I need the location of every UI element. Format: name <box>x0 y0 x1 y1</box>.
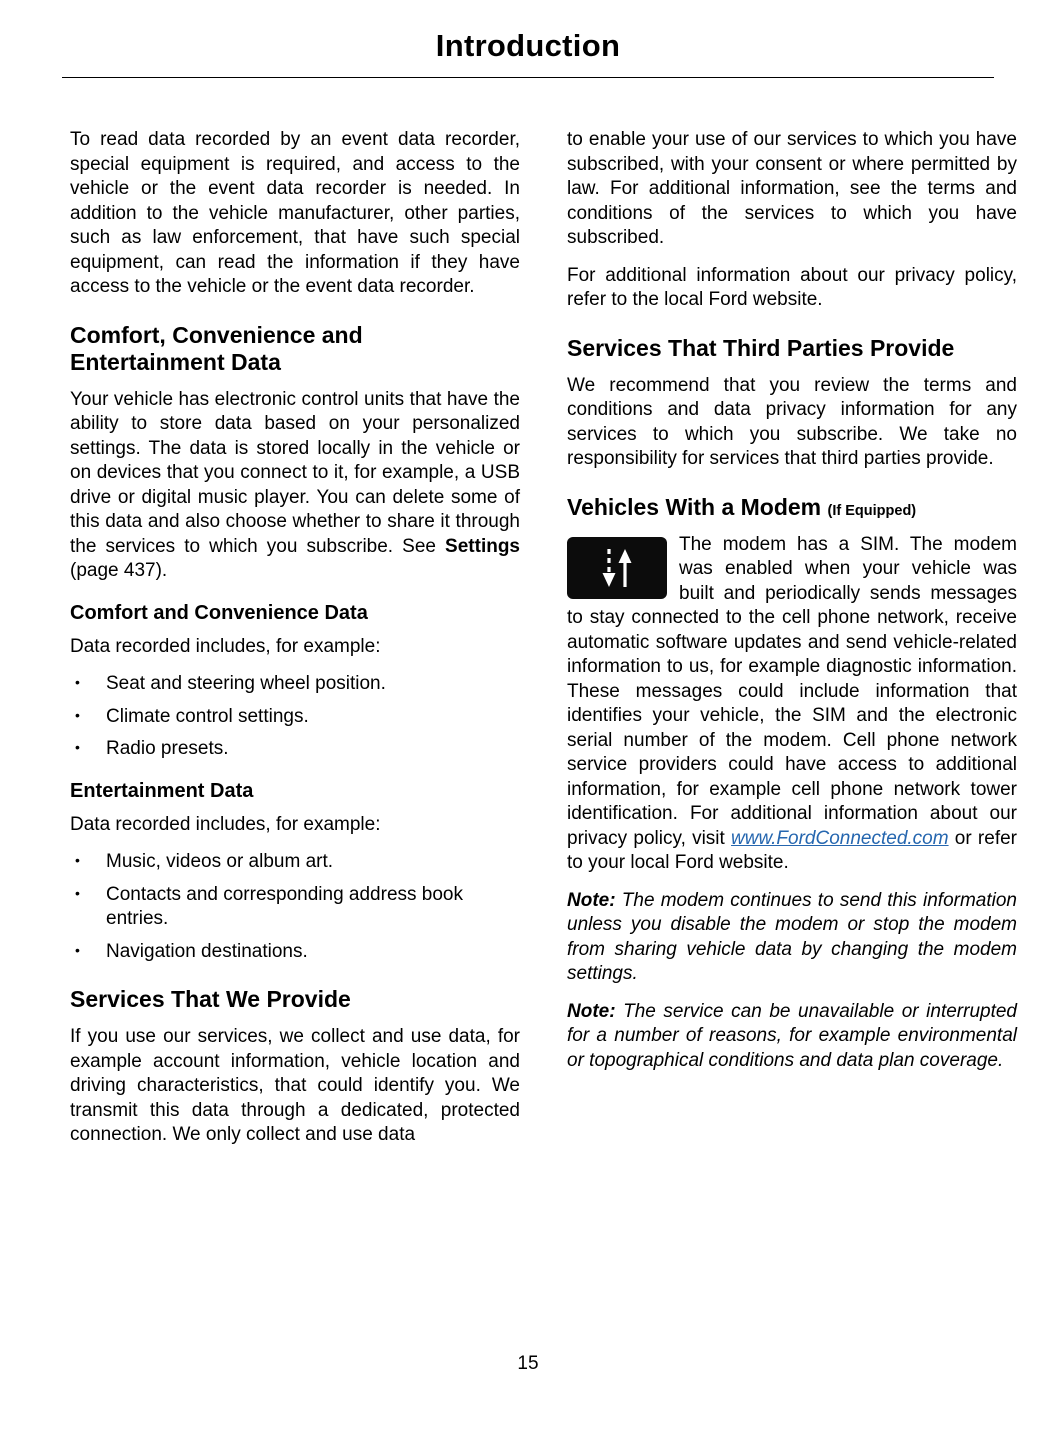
list-item-text: Radio presets. <box>106 738 229 760</box>
bullet-icon: • <box>75 884 80 901</box>
page-number: 15 <box>517 1353 539 1374</box>
list-item-text: Seat and steering wheel position. <box>106 673 386 695</box>
bullet-icon: • <box>75 706 80 723</box>
heading-text: Vehicles With a Modem <box>567 493 822 520</box>
note-text: The modem continues to send this information unless you disable the modem or stop the modem from sharing vehicle data by changing the modem settings. <box>567 889 1017 985</box>
paragraph-third-party-terms: We recommend that you review the terms and conditions and data privacy information for any services to which you subscribe. We take no responsibility for services that third parties provide. <box>567 374 1017 470</box>
list-item <box>70 883 520 932</box>
list-item <box>70 705 520 730</box>
left-column <box>70 128 520 1353</box>
heading-services-we-provide: Services That We Provide <box>70 986 351 1013</box>
note-label: Note: <box>567 1000 616 1022</box>
bullet-icon: • <box>75 941 80 958</box>
list-item-text: Music, videos or album art. <box>106 851 334 873</box>
paragraph-event-data-recorder: To read data recorded by an event data recorder, special equipment is required, and access to the vehicle or the event data recorder is needed. In addition to the vehicle manufacturer, other parties, such as law enforcement, that have such special equipment, can read the information if they have access to the vehicle or the event data recorder. <box>70 129 520 297</box>
note-text: The service can be unavailable or interrupted for a number of reasons, for example environmental or topographical conditions and data plan coverage. <box>567 1000 1017 1071</box>
paragraph-text: Your vehicle has electronic control units that have the ability to store data based on your personalized settings. The data is stored locally in the vehicle or on devices that you connect to it, for example, a USB drive or digital music player. You can delete some of this data and also choose whether to share it through the services to which you subscribe. See <box>70 388 520 557</box>
page-title: Introduction <box>435 28 621 63</box>
list-item <box>70 940 520 965</box>
bullet-icon: • <box>75 739 80 756</box>
paragraph-services-we-provide: If you use our services, we collect and use data, for example account information, vehicle location and driving characteristics, that could identify you. We transmit this data through a dedicated, protected connection. We only collect and use data <box>70 1026 520 1146</box>
paragraph-text: or refer to your local Ford website. <box>567 827 1017 874</box>
subheading-entertainment-data: Entertainment Data <box>70 779 254 802</box>
settings-reference: Settings <box>445 535 520 557</box>
note-label: Note: <box>567 889 616 911</box>
paragraph-vehicle-stored-data <box>70 388 520 584</box>
paragraph-services-continued: to enable your use of our services to which you have subscribed, with your consent or where permitted by law. For additional information, see the terms and conditions of the services to which you have subscribed. <box>567 129 1017 248</box>
list-item-text: Contacts and corresponding address book entries. <box>106 883 464 930</box>
paragraph-modem <box>567 533 1017 876</box>
list-item-text: Navigation destinations. <box>106 940 308 962</box>
modem-arrows-icon <box>567 537 667 599</box>
paragraph-text: The modem has a SIM. The modem was enabled when your vehicle was built and periodically sends messages to stay connected to the cell phone network, receive automatic software updates and send vehicle-related information to us, for example diagnostic information. These messages could include information that identifies your vehicle, the SIM and the electronic serial number of the modem. Cell phone network service providers could have access to additional information, for example cell phone network tower identification. For additional information about our privacy policy, visit <box>567 533 1017 849</box>
heading-vehicles-with-modem <box>567 494 1017 521</box>
comfort-data-list <box>70 672 520 762</box>
note-modem-settings <box>567 889 1017 987</box>
paragraph-data-recorded-intro-2: Data recorded includes, for example: <box>70 813 381 835</box>
heading-comfort-convenience-entertainment-data: Comfort, Convenience and Entertainment Data <box>70 321 363 375</box>
list-item <box>70 737 520 762</box>
entertainment-data-list <box>70 850 520 964</box>
paragraph-data-recorded-intro-1: Data recorded includes, for example: <box>70 635 381 657</box>
page-header <box>0 0 1056 78</box>
ford-connected-link[interactable]: www.FordConnected.com <box>731 827 949 849</box>
list-item <box>70 850 520 875</box>
bullet-icon: • <box>75 852 80 869</box>
paragraph-text: (page 437). <box>70 560 168 582</box>
right-column <box>567 128 1017 1353</box>
list-item-text: Climate control settings. <box>106 705 309 727</box>
content-columns <box>0 78 1056 1353</box>
subheading-comfort-convenience-data: Comfort and Convenience Data <box>70 601 368 624</box>
paragraph-privacy-policy: For additional information about our privacy policy, refer to the local Ford website. <box>567 264 1017 310</box>
heading-services-third-parties: Services That Third Parties Provide <box>567 334 955 361</box>
list-item <box>70 672 520 697</box>
page-footer <box>0 1353 1056 1449</box>
note-service-availability <box>567 1000 1017 1074</box>
if-equipped-label: (If Equipped) <box>827 502 917 519</box>
bullet-icon: • <box>75 674 80 691</box>
